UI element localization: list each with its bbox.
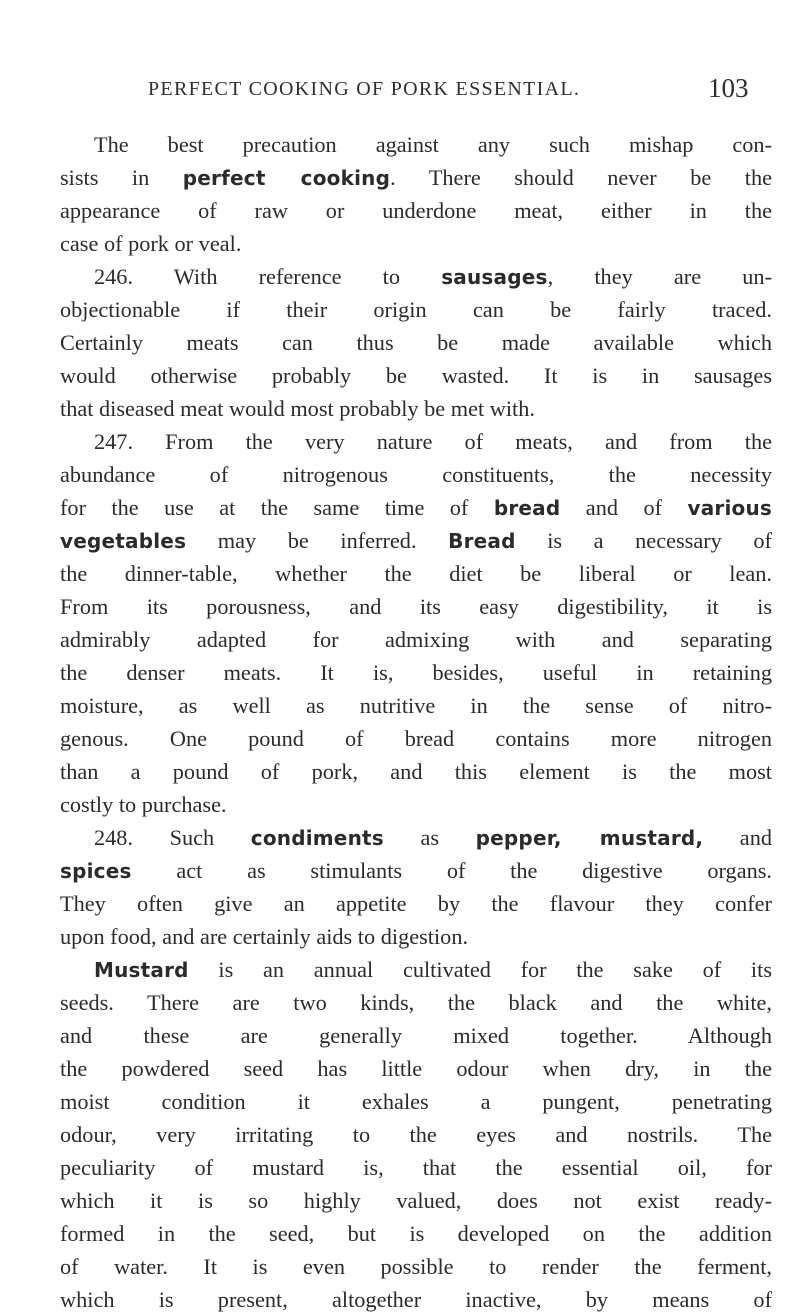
text-span: upon food, and are certainly aids to digestion. — [60, 924, 469, 949]
text-span: as — [383, 825, 476, 850]
text-line — [60, 722, 772, 755]
text-line — [60, 425, 772, 458]
text-span: 247. From the very nature of meats, and from the — [94, 429, 772, 454]
text-span: seeds. There are two kinds, the black and the white, — [60, 990, 772, 1015]
text-line — [60, 590, 772, 623]
text-span: act as stimulants of the digestive organs. — [131, 858, 772, 883]
text-span: peculiarity of mustard is, that the essential oil, for — [60, 1155, 772, 1180]
text-span: Certainly meats can thus be made available which — [60, 330, 772, 355]
text-line — [60, 194, 772, 227]
text-span: . There should never be the — [390, 165, 772, 190]
text-line — [60, 161, 772, 194]
text-line — [60, 260, 772, 293]
text-span: appearance of raw or underdone meat, either in the — [60, 198, 772, 223]
text-span: costly to purchase. — [60, 792, 227, 817]
text-line — [60, 458, 772, 491]
bold-term: perfect cooking — [182, 166, 391, 190]
text-span: From its porousness, and its easy digestibility, it is — [60, 594, 772, 619]
text-line — [60, 1118, 772, 1151]
text-line — [60, 1151, 772, 1184]
text-line — [60, 623, 772, 656]
text-span: 248. Such — [94, 825, 251, 850]
text-span: admirably adapted for admixing with and separating — [60, 627, 772, 652]
bold-term: vegetables — [60, 529, 187, 553]
text-line — [60, 854, 772, 887]
text-line — [60, 326, 772, 359]
text-line — [60, 689, 772, 722]
text-span: genous. One pound of bread contains more nitrogen — [60, 726, 772, 751]
bold-term: Mustard — [94, 958, 189, 982]
text-span: which is present, altogether inactive, by means of — [60, 1287, 772, 1312]
page-number: 103 — [708, 73, 749, 103]
text-span: and these are generally mixed together. Although — [60, 1023, 772, 1048]
text-span: of water. It is even possible to render the ferment, — [60, 1254, 772, 1279]
text-span: and — [703, 825, 772, 850]
text-line — [60, 788, 772, 821]
text-line — [60, 755, 772, 788]
body-text — [60, 128, 772, 1316]
text-line — [60, 293, 772, 326]
text-line — [60, 524, 772, 557]
text-span: The best precaution against any such mishap con- — [94, 132, 772, 157]
bold-term: Bread — [448, 529, 516, 553]
text-span: case of pork or veal. — [60, 231, 242, 256]
text-line — [60, 491, 772, 524]
text-span: the denser meats. It is, besides, useful in retaining — [60, 660, 772, 685]
text-span: , they are un- — [547, 264, 772, 289]
text-line — [60, 953, 772, 986]
text-span: objectionable if their origin can be fairly traced. — [60, 297, 772, 322]
bold-term: various — [687, 496, 772, 520]
bold-term: bread — [493, 496, 561, 520]
text-span: moisture, as well as nutritive in the sense of nitro- — [60, 693, 772, 718]
text-span: abundance of nitrogenous constituents, the necessity — [60, 462, 772, 487]
text-line — [60, 1052, 772, 1085]
text-line — [60, 1184, 772, 1217]
text-line — [60, 986, 772, 1019]
text-line — [60, 821, 772, 854]
text-span: odour, very irritating to the eyes and nostrils. The — [60, 1122, 772, 1147]
bold-term: sausages — [441, 265, 548, 289]
running-head-title: PERFECT COOKING OF PORK ESSENTIAL. — [148, 78, 581, 100]
text-span: 246. With reference to — [94, 264, 442, 289]
bold-term: spices — [60, 859, 132, 883]
text-span: sists in — [60, 165, 183, 190]
bold-term: pepper, mustard, — [475, 826, 704, 850]
text-line — [60, 1283, 772, 1316]
text-line — [60, 887, 772, 920]
text-line — [60, 656, 772, 689]
text-line — [60, 227, 772, 260]
text-span: is an annual cultivated for the sake of its — [188, 957, 772, 982]
text-span: moist condition it exhales a pungent, penetrating — [60, 1089, 772, 1114]
text-span: and of — [560, 495, 688, 520]
text-line — [60, 392, 772, 425]
text-span: formed in the seed, but is developed on the addition — [60, 1221, 772, 1246]
text-span: for the use at the same time of — [60, 495, 494, 520]
text-span: They often give an appetite by the flavour they confer — [60, 891, 772, 916]
text-span: may be inferred. — [186, 528, 449, 553]
bold-term: condiments — [250, 826, 384, 850]
text-span: is a necessary of — [515, 528, 772, 553]
text-span: which it is so highly valued, does not exist ready- — [60, 1188, 772, 1213]
text-span: that diseased meat would most probably be met with. — [60, 396, 535, 421]
text-span: than a pound of pork, and this element is the most — [60, 759, 772, 784]
text-line — [60, 359, 772, 392]
text-line — [60, 1085, 772, 1118]
text-line — [60, 1217, 772, 1250]
text-line — [60, 920, 772, 953]
text-span: would otherwise probably be wasted. It is in sausages — [60, 363, 772, 388]
text-line — [60, 128, 772, 161]
text-span: the powdered seed has little odour when dry, in the — [60, 1056, 772, 1081]
text-line — [60, 557, 772, 590]
text-line — [60, 1250, 772, 1283]
text-line — [60, 1019, 772, 1052]
text-span: the dinner-table, whether the diet be liberal or lean. — [60, 561, 772, 586]
